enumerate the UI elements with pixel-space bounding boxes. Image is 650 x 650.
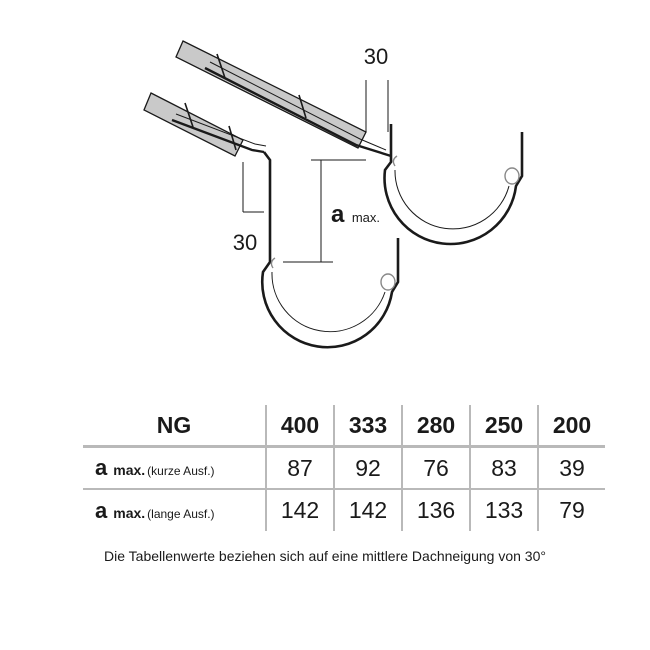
dimension-a-max	[283, 160, 380, 262]
roof-board-lower	[144, 93, 266, 156]
row-label-bold: max.	[113, 504, 146, 521]
table-cell: 87	[266, 447, 334, 490]
table-header-row	[83, 405, 605, 447]
header-label: NG	[83, 405, 266, 447]
row-symbol: a	[95, 455, 108, 480]
header-ng-200: 200	[538, 405, 605, 447]
header-ng-280: 280	[402, 405, 470, 447]
row-label-small: (lange Ausf.)	[147, 506, 215, 521]
dimension-left-label: 30	[232, 230, 258, 255]
header-ng-400: 400	[266, 405, 334, 447]
svg-text:a max.	[331, 201, 380, 228]
header-ng-250: 250	[470, 405, 538, 447]
table-cell: 142	[266, 489, 334, 531]
gutter-bead-right	[505, 168, 519, 184]
row-label-bold: max.	[113, 462, 146, 478]
row-label-short	[83, 447, 266, 490]
row-label-long	[83, 489, 266, 531]
footnote: Die Tabellenwerte beziehen sich auf eine mittlere Dachneigung von 30°	[104, 548, 546, 564]
dimension-left-30	[233, 162, 264, 255]
table-cell: 76	[402, 447, 470, 490]
table-cell: 136	[402, 489, 470, 531]
row-label-small: (kurze Ausf.)	[147, 464, 215, 478]
table-cell: 142	[334, 489, 402, 531]
gutter-short-bracket	[385, 124, 522, 244]
table-cell: 133	[470, 489, 538, 531]
table-row-short	[83, 447, 605, 490]
table-cell: 79	[538, 489, 605, 531]
dimension-top-30	[364, 44, 388, 132]
spec-table	[83, 405, 605, 531]
gutter-bead-left	[381, 274, 395, 290]
table-cell: 83	[470, 447, 538, 490]
dimension-top-label: 30	[363, 44, 389, 69]
a-suffix: max.	[351, 210, 380, 225]
table-cell: 39	[538, 447, 605, 490]
table-row-long	[83, 489, 605, 531]
table-cell: 92	[334, 447, 402, 490]
row-symbol: a	[95, 497, 108, 523]
a-symbol: a	[331, 201, 345, 228]
header-ng-333: 333	[334, 405, 402, 447]
gutter-long-bracket	[262, 152, 398, 347]
